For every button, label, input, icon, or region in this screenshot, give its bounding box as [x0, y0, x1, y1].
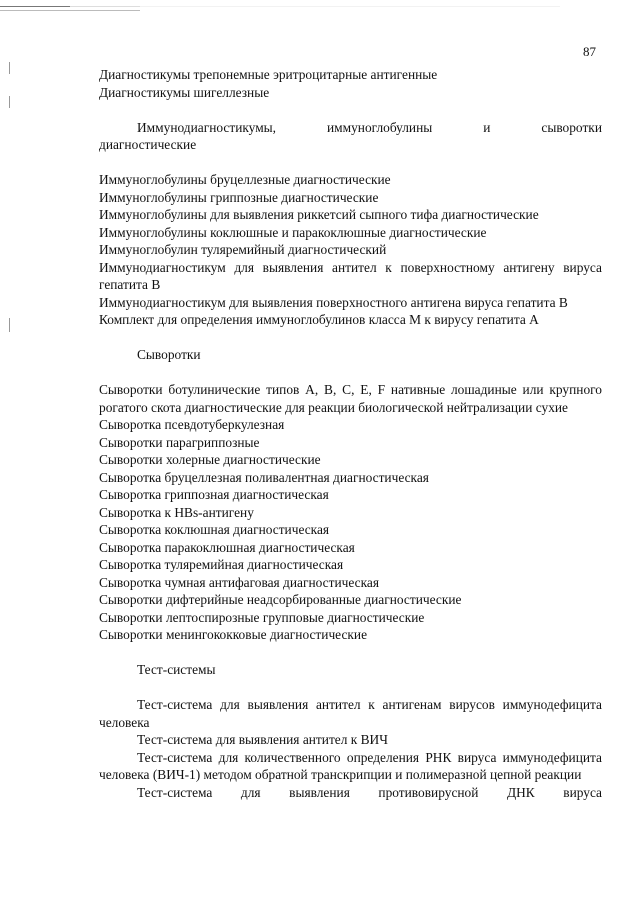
heading-word: иммуноглобулины — [326, 119, 433, 135]
section-heading-continuation: диагностические — [99, 137, 197, 152]
list-item: Сыворотка гриппозная диагностическая — [99, 487, 329, 502]
list-item: Сыворотка псевдотуберкулезная — [99, 417, 285, 432]
heading-word: Иммунодиагностикумы, — [137, 119, 277, 135]
scan-edge-line — [0, 6, 560, 7]
section-heading-sera: Сыворотки — [137, 347, 201, 362]
list-item: Иммуноглобулины бруцеллезные диагностические — [99, 172, 391, 187]
heading-word: сыворотки — [541, 119, 602, 135]
binding-mark — [9, 62, 10, 74]
list-item: Сыворотка коклюшная диагностическая — [99, 522, 330, 537]
list-item: Тест-система для количественного определения РНК вируса иммунодефицита человека (ВИЧ-1) методом обратной транскрипции и полимеразной цепной реакции — [99, 749, 602, 782]
list-item: Сыворотки дифтерийные неадсорбированные диагностические — [99, 592, 462, 607]
list-item: Диагностикумы трепонемные эритроцитарные антигенные — [99, 67, 438, 82]
list-item: Иммунодиагностикум для выявления поверхностного антигена вируса гепатита В — [99, 294, 568, 310]
binding-mark — [9, 318, 10, 332]
list-item: Сыворотки менингококковые диагностические — [99, 627, 368, 642]
list-item: Сыворотка туляремийная диагностическая — [99, 557, 344, 572]
scan-edge-line — [0, 10, 140, 11]
list-item: Сыворотки холерные диагностические — [99, 452, 321, 467]
list-item: Диагностикумы шигеллезные — [99, 84, 270, 100]
list-item: Сыворотка к HBs-антигену — [99, 504, 254, 520]
heading-word: и — [483, 119, 491, 135]
list-item: Комплект для определения иммуноглобулинов класса М к вирусу гепатита А — [99, 312, 539, 327]
list-item: Иммуноглобулины гриппозные диагностические — [99, 189, 379, 205]
section-heading-immuno — [99, 119, 602, 137]
list-item: Иммуноглобулин туляремийный диагностический — [99, 242, 387, 257]
list-item: Сыворотка чумная антифаговая диагностическая — [99, 574, 379, 590]
list-item: Сыворотки лептоспирозные групповые диагностические — [99, 609, 425, 625]
list-item: Иммунодиагностикум для выявления антител к поверхностному антигену вируса гепатита В — [99, 259, 602, 292]
list-item: Тест-система для выявления антител к ВИЧ — [137, 732, 388, 747]
binding-mark — [9, 96, 10, 108]
document-body — [99, 66, 602, 801]
list-item: Сыворотки парагриппозные — [99, 434, 260, 450]
list-item: Сыворотка бруцеллезная поливалентная диагностическая — [99, 469, 429, 485]
list-item: Тест-система для выявления противовирусной ДНК вируса — [137, 784, 602, 800]
section-heading-test-systems: Тест-системы — [137, 662, 216, 677]
page-number: 87 — [583, 44, 596, 59]
list-item: Тест-система для выявления антител к антигенам вирусов иммунодефицита человека — [99, 697, 602, 730]
list-item: Сыворотки ботулинические типов А, В, С, Е, F нативные лошадиные или крупного рогатого скота диагностические для реакции биологической нейтрализации сухие — [99, 382, 602, 415]
list-item: Иммуноглобулины для выявления риккетсий сыпного тифа диагностические — [99, 207, 539, 222]
list-item: Сыворотка паракоклюшная диагностическая — [99, 539, 355, 555]
list-item: Иммуноглобулины коклюшные и паракоклюшные диагностические — [99, 224, 487, 240]
